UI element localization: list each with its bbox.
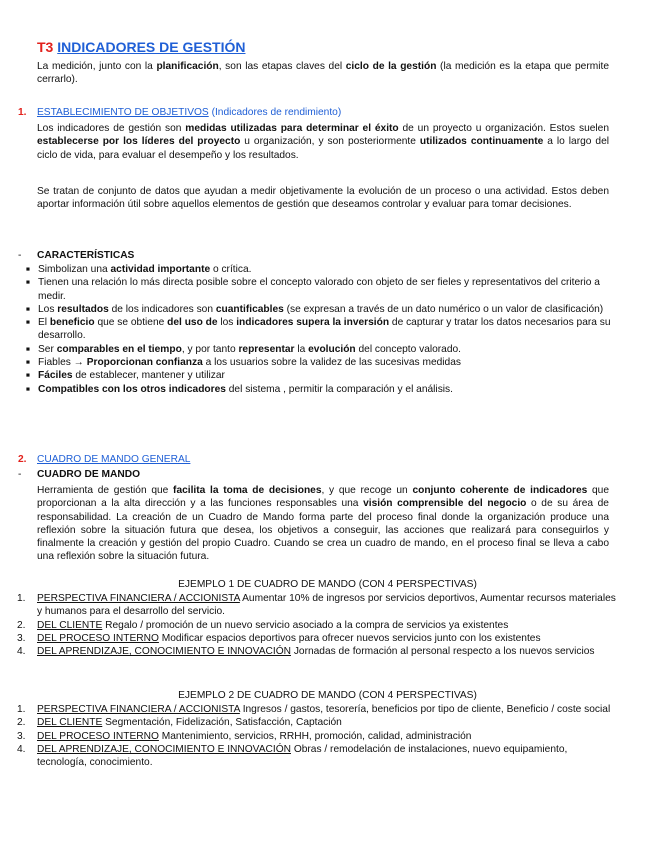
list-item: ■ Tienen una relación lo más directa posible sobre el concepto valorado con objeto de ser fieles y representativos del criterio a medir.: [27, 276, 612, 303]
section-2-heading: [18, 453, 190, 466]
list-item: ■ Fiables → Proporcionan confianza a los usuarios sobre la validez de las sucesivas medidas: [27, 356, 612, 369]
perspective-label: DEL APRENDIZAJE, CONOCIMIENTO E INNOVACIÓN: [37, 743, 291, 755]
emphasis-text: actividad importante: [110, 264, 211, 275]
page-title: [37, 38, 245, 56]
emphasis-text: facilita la toma de decisiones: [173, 485, 322, 496]
list-item: 1. PERSPECTIVA FINANCIERA / ACCIONISTA Aumentar 10% de ingresos por servicios deportivos, Aumentar recursos materiales y humanos para el desarrollo del servicio.: [17, 593, 616, 618]
section-1-number: 1.: [18, 107, 27, 118]
characteristics-title: CARACTERÍSTICAS: [37, 250, 135, 261]
item-number: 2.: [17, 717, 26, 729]
characteristics-dash: -: [18, 250, 22, 261]
list-item: ■ Los resultados de los indicadores son cuantificables (se expresan a través de un dato numérico o un valor de clasificación): [27, 303, 612, 316]
section-1-paragraph-1: Los indicadores de gestión son medidas utilizadas para determinar el éxito de un proyecto u organización. Estos suelen establecerse por los líderes del proyecto u organización, y son posteriormente utilizados continuamente a lo largo del ciclo de vida, para evaluar el desempeño y los resultados.: [37, 123, 610, 161]
section-1-title: ESTABLECIMIENTO DE OBJETIVOS: [37, 107, 209, 118]
list-item: 4. DEL APRENDIZAJE, CONOCIMIENTO E INNOVACIÓN Obras / remodelación de instalaciones, nuevo equipamiento, tecnología, conocimiento.: [17, 743, 568, 769]
emphasis-text: ciclo de la gestión: [345, 61, 437, 72]
list-item: 2. DEL CLIENTE Regalo / promoción de un nuevo servicio asociado a la compra de servicios ya existentes: [17, 619, 509, 631]
cuadro-paragraph: Herramienta de gestión que facilita la toma de decisiones, y que recoge un conjunto coherente de indicadores que proporcionan a la alta dirección y a las funciones responsables una visión comprensible del negocio o de su área de responsabilidad. La creación de un Cuadro de Mando forma parte del proceso final donde la organización produce una reflexión sobre la situación futura que desea, los objetivos a conseguir, las acciones que realizará para conseguirlos y finalmente la creación y gestión del propio Cuadro. Cuando se crea un cuadro de mando, en el proceso final se lleva a cabo una reflexión sobre la situación futura.: [37, 485, 610, 563]
cuadro-dash: -: [18, 469, 22, 480]
characteristics-heading: [18, 249, 134, 262]
emphasis-text: conjunto coherente de indicadores: [412, 485, 588, 496]
emphasis-text: indicadores supera la inversión: [236, 317, 390, 329]
list-item: 3. DEL PROCESO INTERNO Modificar espacios deportivos para ofrecer nuevos servicios junto con los existentes: [17, 632, 541, 644]
example-1-title: EJEMPLO 1 DE CUADRO DE MANDO (CON 4 PERSPECTIVAS): [178, 579, 477, 590]
emphasis-text: Compatibles con los otros indicadores: [38, 383, 226, 395]
emphasis-text: planificación: [156, 61, 219, 72]
emphasis-text: cuantificables: [215, 303, 284, 315]
list-item: 3. DEL PROCESO INTERNO Mantenimiento, servicios, RRHH, promoción, calidad, administración: [17, 730, 472, 742]
section-1-heading: [18, 106, 341, 119]
emphasis-text: medidas utilizadas para determinar el éxito: [185, 123, 399, 134]
emphasis-text: establecerse por los líderes del proyecto: [37, 136, 241, 148]
list-item: ■ Simbolizan una actividad importante o crítica.: [27, 263, 612, 276]
section-1-subtitle: (Indicadores de rendimiento): [211, 107, 342, 118]
emphasis-text: evolución: [308, 343, 356, 355]
example-2-list: [17, 703, 617, 769]
perspective-label: DEL CLIENTE: [37, 619, 103, 631]
cuadro-heading: [18, 468, 140, 481]
item-number: 4.: [17, 743, 26, 755]
emphasis-text: beneficio: [49, 317, 95, 329]
perspective-label: PERSPECTIVA FINANCIERA / ACCIONISTA: [37, 593, 240, 604]
emphasis-text: Fáciles: [38, 370, 73, 382]
list-item: ■ Fáciles de establecer, mantener y utilizar: [27, 369, 612, 382]
emphasis-text: visión comprensible del negocio: [363, 498, 527, 510]
characteristics-list: [27, 263, 612, 396]
emphasis-text: utilizados continuamente: [419, 136, 544, 148]
list-item: ■ Compatibles con los otros indicadores del sistema , permitir la comparación y el análisis.: [27, 383, 612, 396]
item-number: 2.: [17, 619, 26, 631]
section-1-paragraph-2: Se tratan de conjunto de datos que ayudan a medir objetivamente la evolución de un proceso o una actividad. Estos deben aportar información útil sobre aquellos elementos de gestión que deseamos controlar y evaluar para tomar decisiones.: [37, 186, 609, 211]
list-item: 4. DEL APRENDIZAJE, CONOCIMIENTO E INNOVACIÓN Jornadas de formación al personal respecto a los nuevos servicios: [17, 646, 595, 658]
perspective-label: PERSPECTIVA FINANCIERA / ACCIONISTA: [37, 704, 240, 715]
perspective-label: DEL CLIENTE: [37, 717, 103, 729]
perspective-label: DEL PROCESO INTERNO: [37, 730, 159, 742]
emphasis-text: representar: [238, 343, 295, 355]
example-1-list: [17, 592, 617, 658]
title-number: T3: [37, 39, 54, 55]
item-number: 3.: [17, 632, 26, 644]
item-number: 1.: [17, 704, 26, 715]
item-number: 4.: [17, 646, 26, 658]
item-number: 1.: [17, 593, 26, 604]
list-item: 2. DEL CLIENTE Segmentación, Fidelización, Satisfacción, Captación: [17, 717, 342, 729]
emphasis-text: del uso de: [167, 317, 218, 329]
intro-paragraph: La medición, junto con la planificación, son las etapas claves del ciclo de la gestión (la medición es la etapa que permite cerrarlo).: [37, 61, 609, 86]
list-item: ■ El beneficio que se obtiene del uso de los indicadores supera la inversión de capturar y tratar los datos necesarios para su desarrollo.: [27, 316, 612, 343]
list-item: 1. PERSPECTIVA FINANCIERA / ACCIONISTA Ingresos / gastos, tesorería, beneficios por tipo de cliente, Beneficio / coste social: [17, 704, 611, 715]
list-item: ■ Ser comparables en el tiempo, y por tanto representar la evolución del concepto valorado.: [27, 343, 612, 356]
perspective-label: DEL APRENDIZAJE, CONOCIMIENTO E INNOVACIÓN: [37, 646, 291, 658]
emphasis-text: Proporcionan confianza: [86, 357, 203, 369]
example-2-title: EJEMPLO 2 DE CUADRO DE MANDO (CON 4 PERSPECTIVAS): [178, 690, 477, 701]
section-2-number: 2.: [18, 454, 27, 465]
title-text: INDICADORES DE GESTIÓN: [57, 39, 246, 55]
section-2-title: CUADRO DE MANDO GENERAL: [37, 454, 191, 465]
cuadro-title: CUADRO DE MANDO: [37, 469, 141, 480]
item-number: 3.: [17, 730, 26, 742]
emphasis-text: resultados: [57, 303, 109, 315]
perspective-label: DEL PROCESO INTERNO: [37, 632, 159, 644]
emphasis-text: comparables en el tiempo: [56, 343, 182, 355]
